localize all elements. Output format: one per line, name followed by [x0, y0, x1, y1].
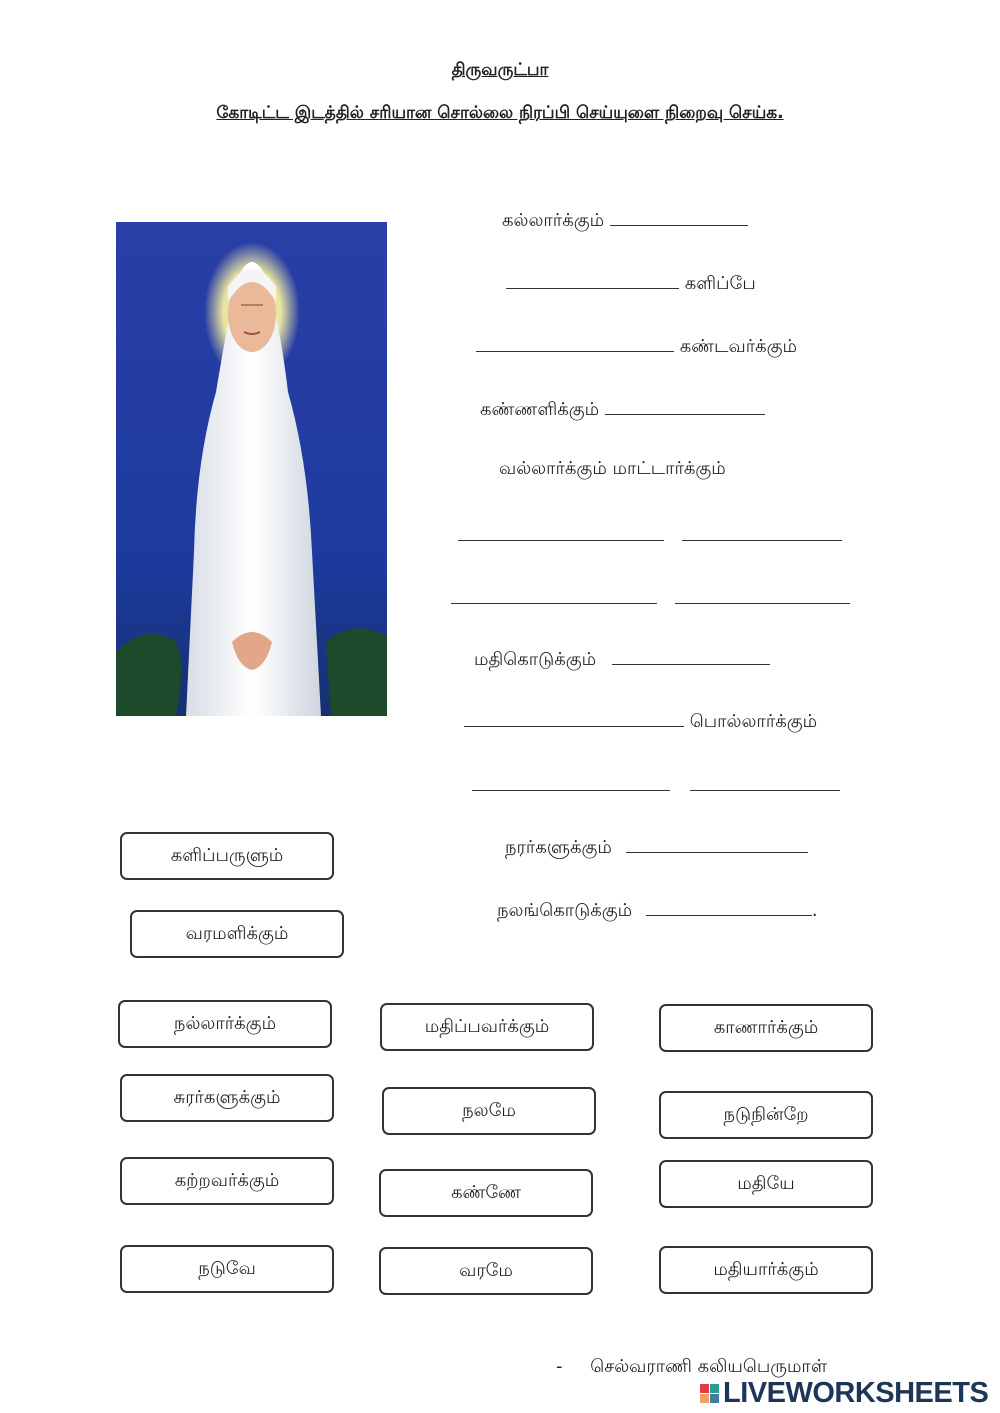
poem-line-6 — [458, 522, 842, 546]
word-box-nalame[interactable]: நலமே — [382, 1087, 596, 1135]
word-box-kanne[interactable]: கண்ணே — [379, 1169, 593, 1217]
poem-line-3 — [476, 333, 797, 359]
word-box-katravarkkum[interactable]: கற்றவர்க்கும் — [120, 1157, 334, 1205]
saint-portrait-icon — [116, 222, 387, 716]
poem-word: கண்ணளிக்கும் — [480, 399, 600, 420]
author-dash: - — [556, 1356, 563, 1377]
word-box-mathiye[interactable]: மதியே — [659, 1160, 873, 1208]
answer-blank[interactable] — [605, 396, 765, 415]
poem-line-5 — [499, 458, 726, 481]
word-box-varamalikkum[interactable]: வரமளிக்கும் — [130, 910, 344, 958]
poem-line-9 — [464, 708, 817, 734]
worksheet-title: திருவருட்பா — [451, 60, 549, 80]
answer-blank[interactable] — [451, 585, 657, 604]
poem-word: களிப்பே — [684, 273, 756, 294]
poem-line-11 — [505, 834, 808, 860]
poem-line-2 — [506, 270, 756, 296]
word-box-mathiyaarkkum[interactable]: மதியார்க்கும் — [659, 1246, 873, 1294]
answer-blank[interactable] — [472, 772, 670, 791]
author-name: செல்வராணி கலியபெருமாள் — [590, 1356, 828, 1377]
poem-word: கண்டவர்க்கும் — [679, 336, 797, 357]
poem-line-12 — [497, 897, 818, 923]
poem-word: நரர்களுக்கும் — [505, 837, 612, 858]
instruction-text: கோடிட்ட இடத்தில் சரியான சொல்லை நிரப்பி செய்யுளை நிறைவு செய்க. — [216, 103, 784, 123]
answer-blank[interactable] — [458, 522, 664, 541]
poem-line-1 — [502, 207, 748, 233]
word-box-kalipparulum[interactable]: களிப்பருளும் — [120, 832, 334, 880]
liveworksheets-logo — [700, 1376, 988, 1410]
poem-word: பொல்லார்க்கும் — [689, 711, 818, 732]
word-box-surarkalukkum[interactable]: சுரர்களுக்கும் — [120, 1074, 334, 1122]
period: . — [811, 900, 818, 921]
poem-word: வல்லார்க்கும் மாட்டார்க்கும் — [499, 458, 726, 479]
answer-blank[interactable] — [506, 270, 679, 289]
word-box-naduve[interactable]: நடுவே — [120, 1245, 334, 1293]
answer-blank[interactable] — [464, 708, 684, 727]
poem-line-7 — [451, 585, 850, 609]
poem-line-8 — [474, 646, 770, 672]
poem-line-10 — [472, 772, 840, 796]
answer-blank[interactable] — [675, 585, 850, 604]
answer-blank[interactable] — [690, 772, 840, 791]
brand-text: LIVEWORKSHEETS — [723, 1376, 989, 1409]
answer-blank[interactable] — [682, 522, 842, 541]
poem-line-4 — [480, 396, 765, 422]
word-box-mathippavarkkum[interactable]: மதிப்பவர்க்கும் — [380, 1003, 594, 1051]
word-box-varame[interactable]: வரமே — [379, 1247, 593, 1295]
poem-word: நலங்கொடுக்கும் — [497, 900, 633, 921]
answer-blank[interactable] — [476, 333, 674, 352]
answer-blank[interactable] — [646, 897, 812, 916]
answer-blank[interactable] — [626, 834, 808, 853]
answer-blank[interactable] — [612, 646, 770, 665]
poem-word: மதிகொடுக்கும் — [474, 649, 597, 670]
liveworksheets-logo-icon — [700, 1384, 719, 1403]
poem-word: கல்லார்க்கும் — [502, 210, 605, 231]
word-box-nadunindre[interactable]: நடுநின்றே — [659, 1091, 873, 1139]
answer-blank[interactable] — [610, 207, 748, 226]
word-box-kaanaarkkum[interactable]: காணார்க்கும் — [659, 1004, 873, 1052]
word-box-nallaarkkum[interactable]: நல்லார்க்கும் — [118, 1000, 332, 1048]
